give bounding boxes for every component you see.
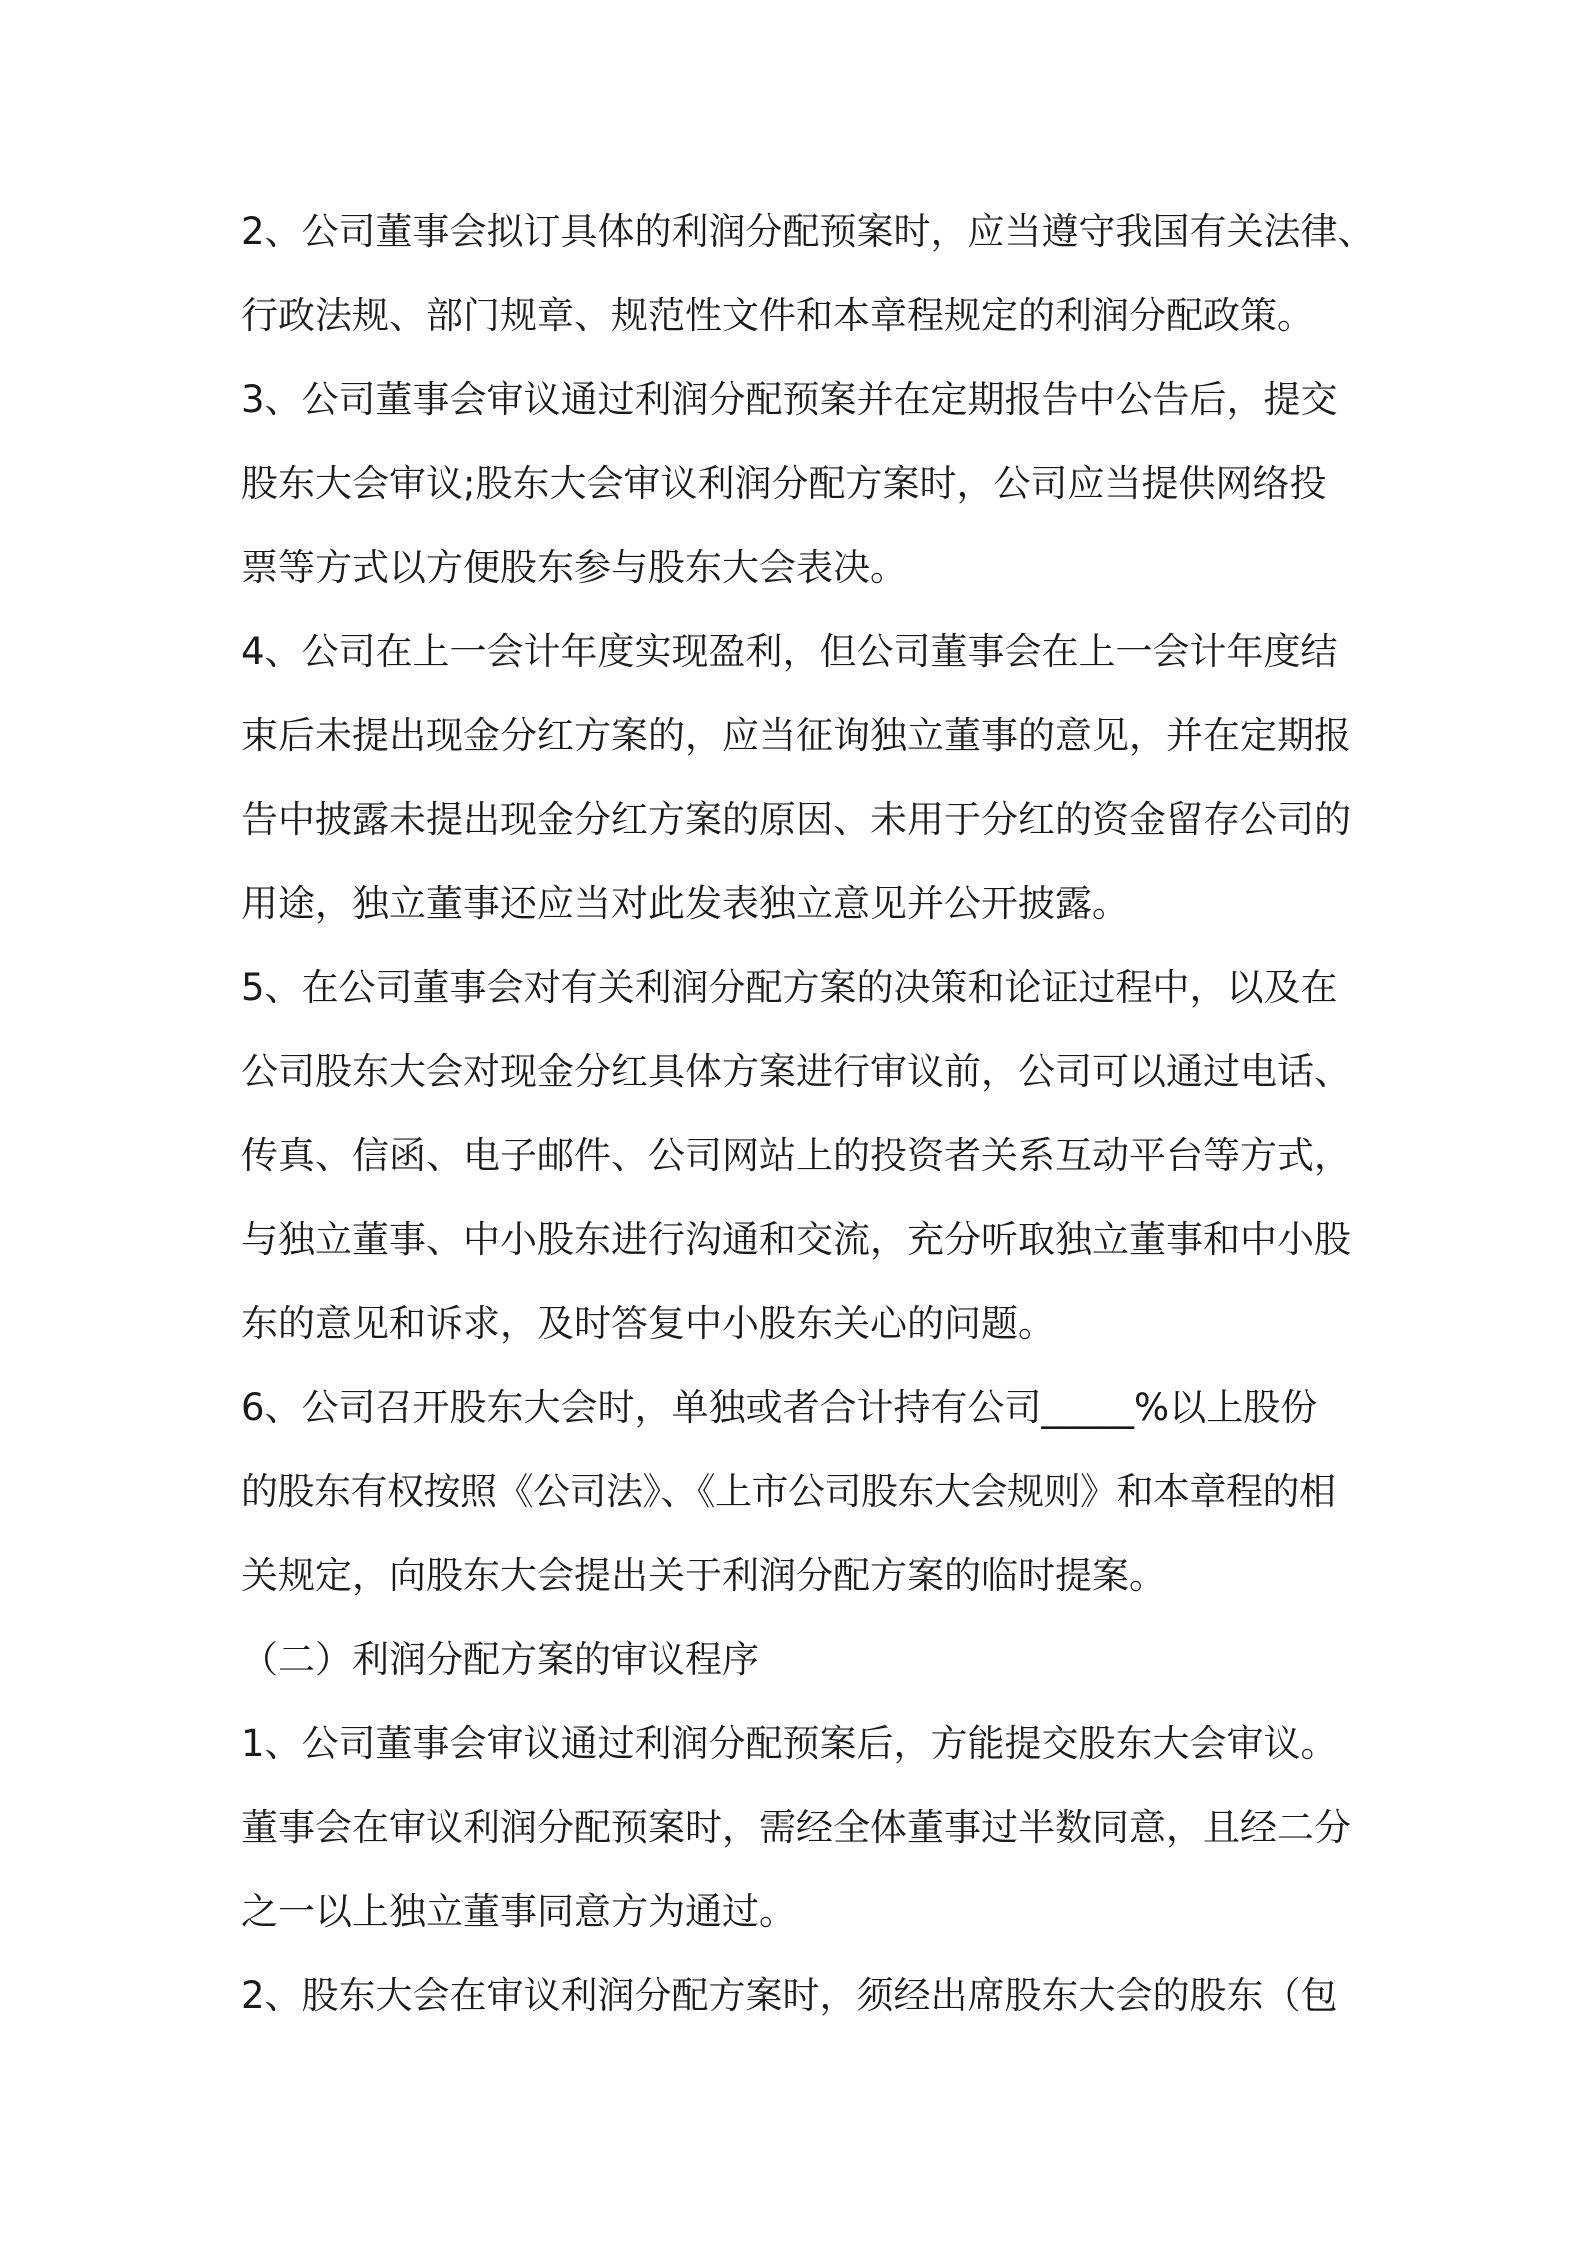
- text-line: 票等方式以方便股东参与股东大会表决。: [241, 546, 907, 589]
- text-line: 董事会在审议利润分配预案时，需经全体董事过半数同意，且经二分: [241, 1806, 1351, 1849]
- text-line: 4、公司在上一会计年度实现盈利，但公司董事会在上一会计年度结: [241, 630, 1338, 673]
- text-line: 股东大会审议;股东大会审议利润分配方案时，公司应当提供网络投: [241, 462, 1327, 505]
- text-line: 5、在公司董事会对有关利润分配方案的决策和论证过程中，以及在: [241, 966, 1338, 1009]
- text-line: 与独立董事、中小股东进行沟通和交流，充分听取独立董事和中小股: [241, 1218, 1351, 1261]
- text-line: 1、公司董事会审议通过利润分配预案后，方能提交股东大会审议。: [241, 1722, 1338, 1765]
- text-line: 东的意见和诉求，及时答复中小股东关心的问题。: [241, 1302, 1055, 1345]
- text-line: 告中披露未提出现金分红方案的原因、未用于分红的资金留存公司的: [241, 798, 1351, 841]
- text-line: 3、公司董事会审议通过利润分配预案并在定期报告中公告后，提交: [241, 378, 1338, 421]
- text-line: 束后未提出现金分红方案的，应当征询独立董事的意见，并在定期报: [241, 714, 1351, 757]
- text-line: 关规定，向股东大会提出关于利润分配方案的临时提案。: [241, 1554, 1166, 1597]
- text-line: 行政法规、部门规章、规范性文件和本章程规定的利润分配政策。: [241, 294, 1314, 337]
- section-heading: （二）利润分配方案的审议程序: [241, 1638, 759, 1681]
- document-body: [241, 190, 1375, 2038]
- text-line: 之一以上独立董事同意方为通过。: [241, 1890, 796, 1933]
- text-line: 2、公司董事会拟订具体的利润分配预案时，应当遵守我国有关法律、: [241, 210, 1375, 253]
- text-line: 用途，独立董事还应当对此发表独立意见并公开披露。: [241, 882, 1129, 925]
- text-line: 公司股东大会对现金分红具体方案进行审议前，公司可以通过电话、: [241, 1050, 1351, 1093]
- text-line: 的股东有权按照《公司法》、《上市公司股东大会规则》和本章程的相: [241, 1470, 1336, 1513]
- text-line: 2、股东大会在审议利润分配方案时，须经出席股东大会的股东（包: [241, 1974, 1338, 2017]
- text-line: 6、公司召开股东大会时，单独或者合计持有公司_____%以上股份: [241, 1386, 1318, 1429]
- text-line: 传真、信函、电子邮件、公司网站上的投资者关系互动平台等方式，: [241, 1134, 1351, 1177]
